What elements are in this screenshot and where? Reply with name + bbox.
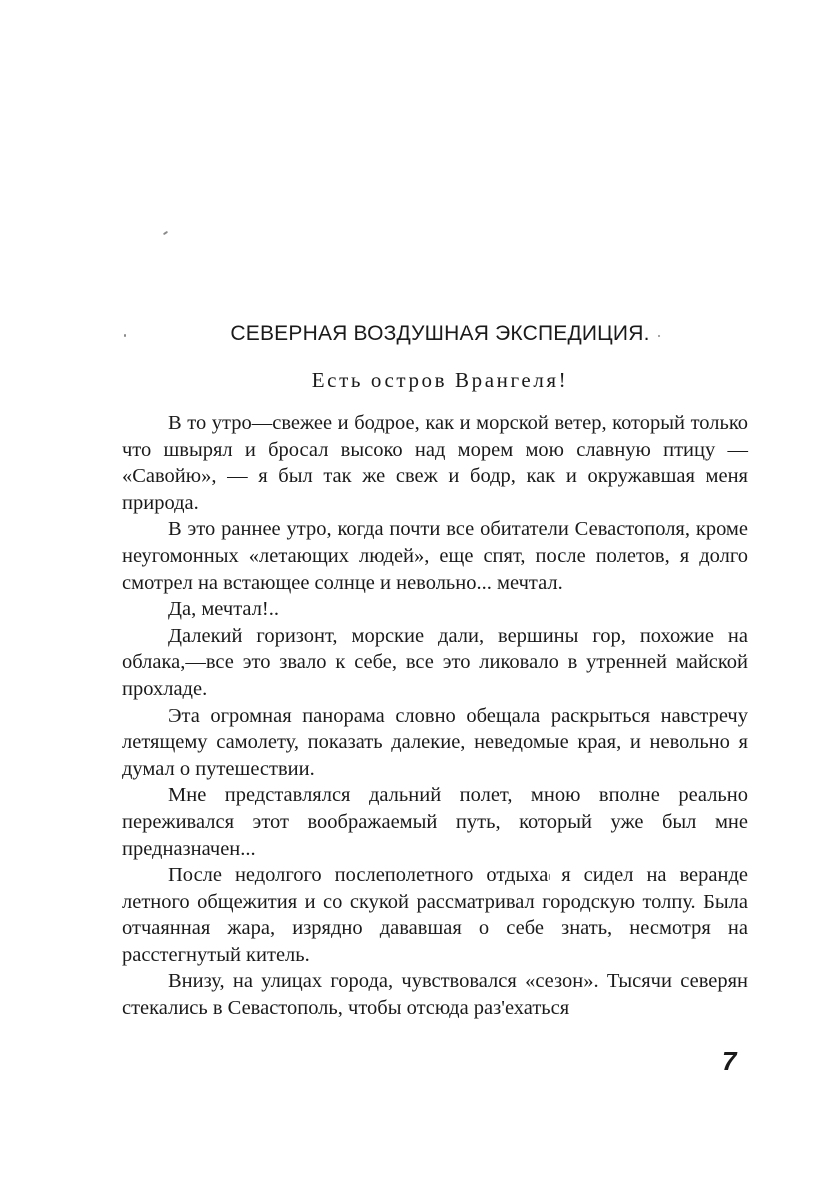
- paragraph: Внизу, на улицах города, чувствовался «сезон». Тысячи северян стекались в Севастополь, чтобы отсюда раз'ехаться: [122, 970, 748, 1020]
- chapter-title: СЕВЕРНАЯ ВОЗДУШНАЯ ЭКСПЕДИЦИЯ.: [230, 322, 650, 345]
- body-text: [122, 410, 748, 1022]
- paragraph: В то утро—свежее и бодрое, как и морской ветер, который только что швырял и бросал высоко над морем мою славную птицу — «Савойю», — я был так же свеж и бодр, как и окружавшая меня природа.: [122, 412, 748, 514]
- paragraph: Эта огромная панорама словно обещала раскрыться навстречу летящему самолету, показать далекие, неведомые края, и невольно я думал о путешествии.: [122, 704, 748, 780]
- paragraph: Да, мечтал!..: [168, 598, 279, 621]
- paragraph: В это раннее утро, когда почти все обитатели Севастополя, кроме неугомонных «летающих людей», еще спят, после полетов, я долго смотрел на встающее солнце и невольно... мечтал.: [122, 518, 748, 594]
- chapter-subtitle: Есть остров Врангеля!: [311, 368, 569, 392]
- page-number: 7: [722, 1046, 737, 1076]
- paragraph: После недолгого послеполетного отдыха я сидел на веранде летного общежития и со скукой рассматривал городскую толпу. Была отчаянная жара, изрядно дававшая о себе знать, несмотря на расстегнутый китель.: [122, 864, 748, 966]
- paragraph: Мне представлялся дальний полет, мною вполне реально переживался этот воображаемый путь, который уже был мне предназначен...: [122, 784, 748, 860]
- scan-speck: [163, 231, 168, 236]
- paragraph: Далекий горизонт, морские дали, вершины гор, похожие на облака,—все это звало к себе, все это ликовало в утренней майской прохладе.: [122, 624, 748, 700]
